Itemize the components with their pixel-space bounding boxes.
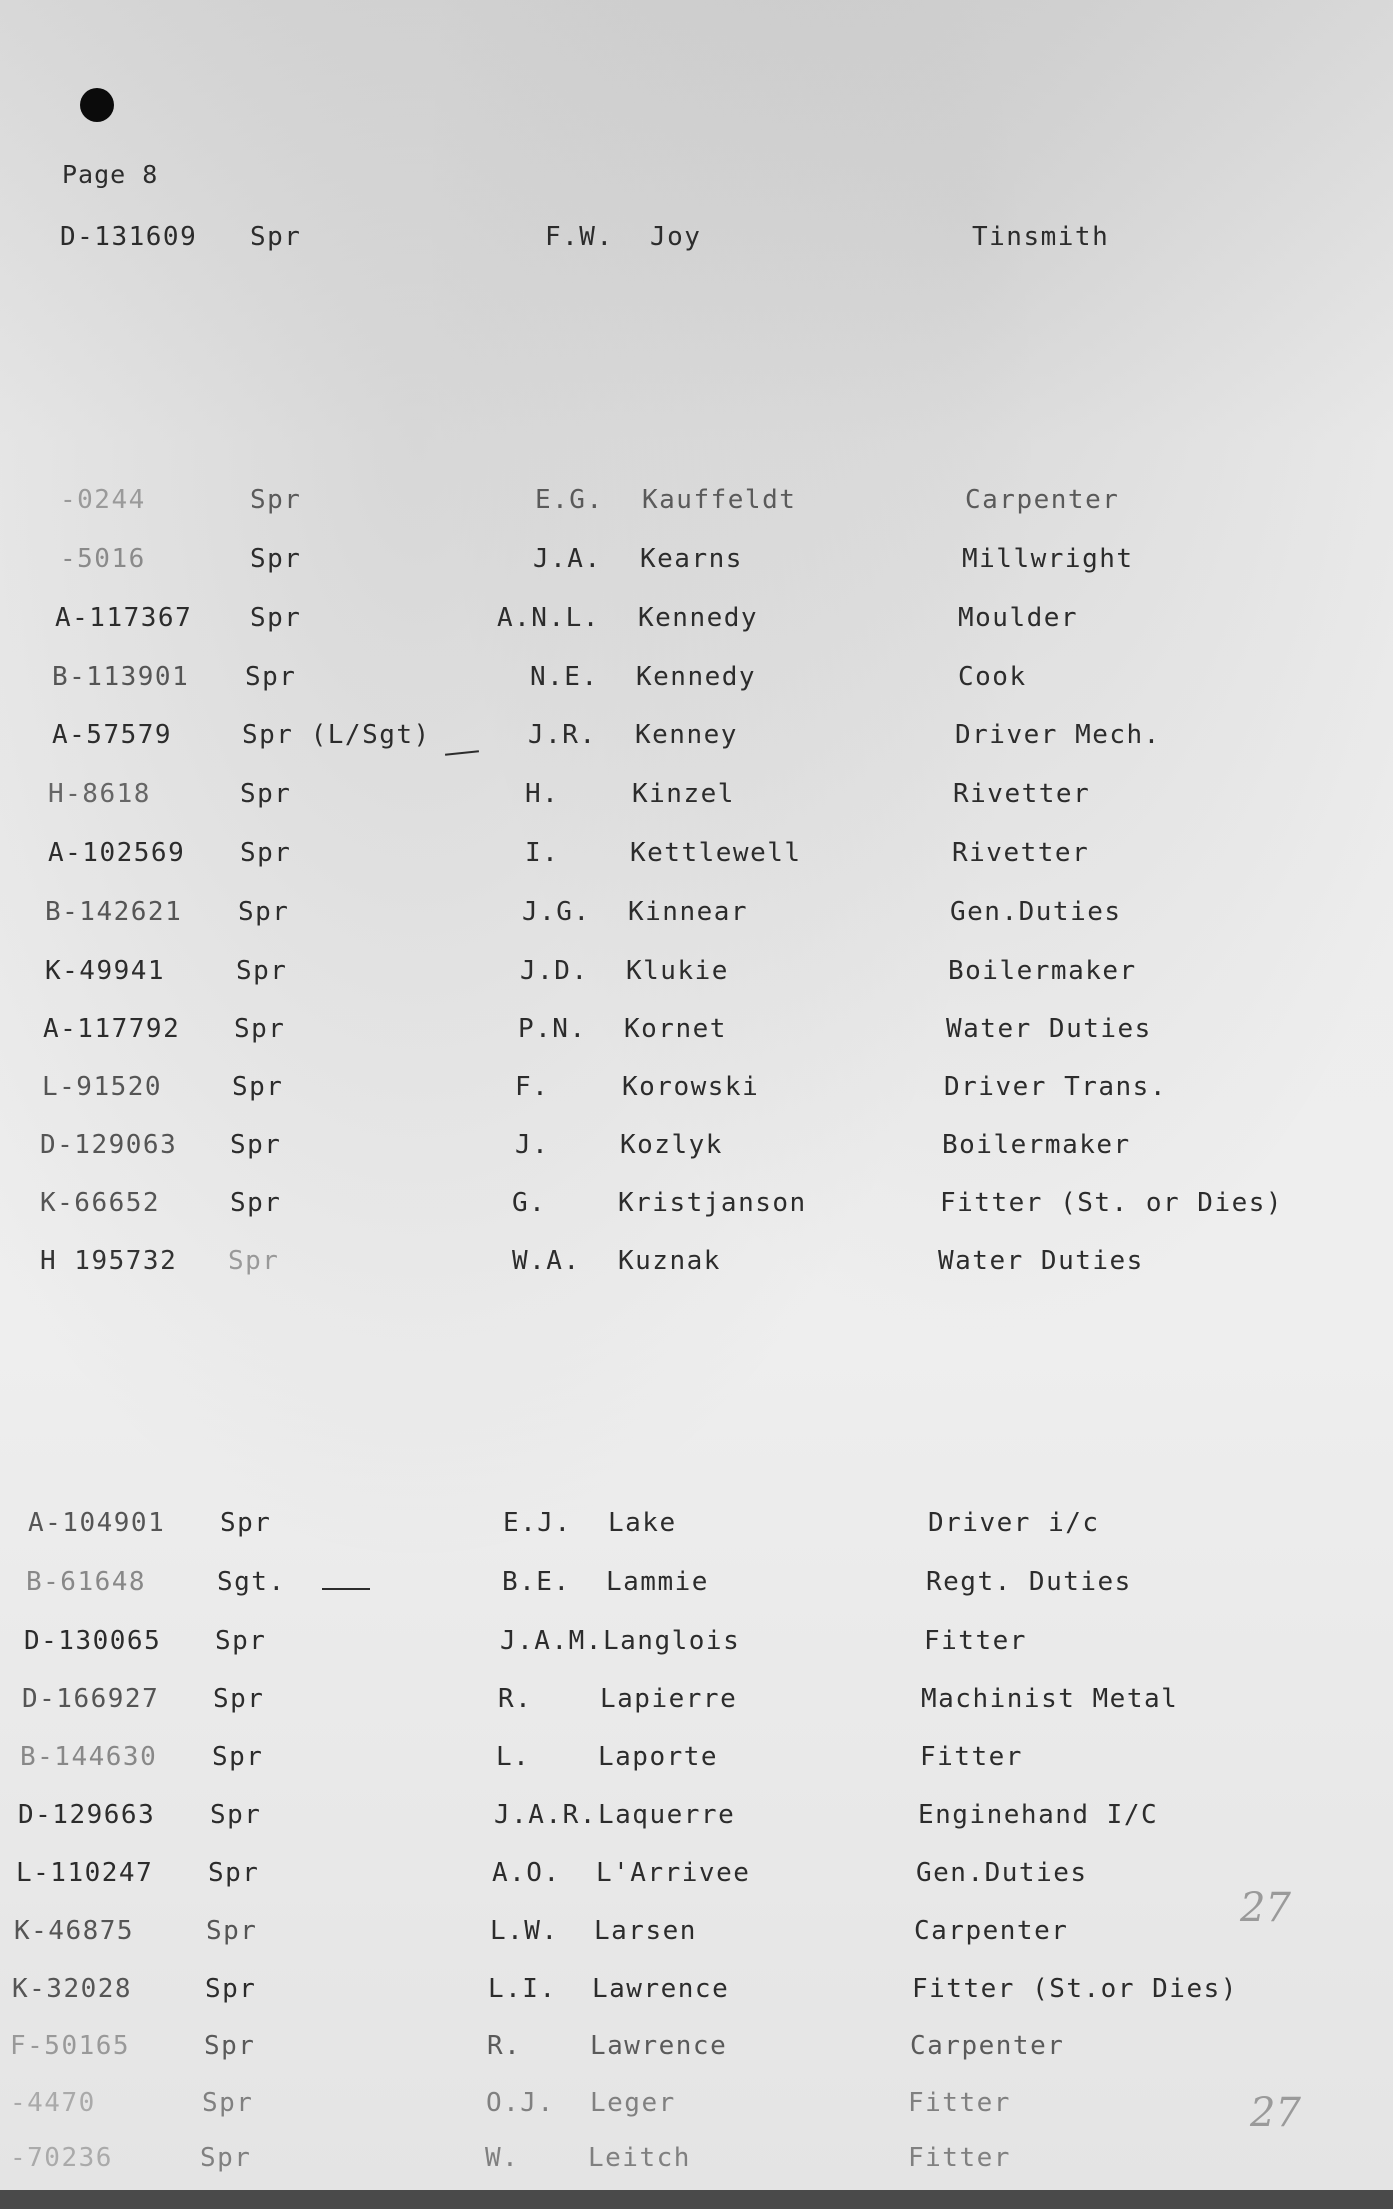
roster-entry xyxy=(0,1974,1393,2024)
trade: Fitter xyxy=(908,2143,1011,2173)
initials: W. xyxy=(485,2143,520,2173)
trade: Fitter xyxy=(908,2088,1011,2118)
initials: A.N.L. xyxy=(497,603,600,633)
surname: Lapierre xyxy=(600,1684,738,1714)
surname: Lake xyxy=(608,1508,677,1538)
service-number: A-117792 xyxy=(43,1014,181,1044)
roster-entry xyxy=(0,1508,1393,1558)
rank: Spr xyxy=(205,1974,257,2004)
trade: Machinist Metal xyxy=(921,1684,1179,1714)
rank: Spr xyxy=(210,1800,262,1830)
trade: Tinsmith xyxy=(972,222,1110,252)
service-number: A-57579 xyxy=(52,720,173,750)
initials: L.I. xyxy=(488,1974,557,2004)
surname: Leger xyxy=(590,2088,676,2118)
roster-entry xyxy=(0,1188,1393,1238)
service-number: -4470 xyxy=(10,2088,96,2118)
rank: Spr xyxy=(250,485,302,515)
initials: J.A.R. xyxy=(494,1800,597,1830)
initials: R. xyxy=(498,1684,533,1714)
service-number: D-130065 xyxy=(24,1626,162,1656)
trade: Water Duties xyxy=(938,1246,1144,1276)
service-number: B-113901 xyxy=(52,662,190,692)
rank: Spr xyxy=(213,1684,265,1714)
initials: P.N. xyxy=(518,1014,587,1044)
rank: Spr xyxy=(200,2143,252,2173)
roster-entry xyxy=(0,1130,1393,1180)
pencil-annotation: 27 xyxy=(1240,1885,1291,1931)
rank: Spr xyxy=(202,2088,254,2118)
trade: Rivetter xyxy=(952,838,1090,868)
surname: Joy xyxy=(650,222,702,252)
initials: E.J. xyxy=(503,1508,572,1538)
rank: Spr xyxy=(236,956,288,986)
surname: Leitch xyxy=(588,2143,691,2173)
trade: Fitter xyxy=(920,1742,1023,1772)
trade: Water Duties xyxy=(946,1014,1152,1044)
rank: Spr xyxy=(250,603,302,633)
roster-entry xyxy=(0,1567,1393,1617)
trade: Gen.Duties xyxy=(950,897,1122,927)
rank: Spr xyxy=(240,838,292,868)
initials: E.G. xyxy=(535,485,604,515)
service-number: H 195732 xyxy=(40,1246,178,1276)
surname: Kearns xyxy=(640,544,743,574)
trade: Carpenter xyxy=(914,1916,1069,1946)
roster-entry xyxy=(0,2143,1393,2193)
rank: Spr xyxy=(238,897,290,927)
trade: Enginehand I/C xyxy=(918,1800,1159,1830)
surname: Kozlyk xyxy=(620,1130,723,1160)
initials: W.A. xyxy=(512,1246,581,1276)
roster-entry xyxy=(0,1626,1393,1676)
surname: Kuznak xyxy=(618,1246,721,1276)
service-number: K-32028 xyxy=(12,1974,133,2004)
service-number: H-8618 xyxy=(48,779,151,809)
trade: Moulder xyxy=(958,603,1079,633)
trade: Driver i/c xyxy=(928,1508,1100,1538)
initials: A.O. xyxy=(492,1858,561,1888)
surname: Lawrence xyxy=(592,1974,730,2004)
service-number: B-61648 xyxy=(26,1567,147,1597)
service-number: -0244 xyxy=(60,485,146,515)
initials: J.A. xyxy=(533,544,602,574)
service-number: A-117367 xyxy=(55,603,193,633)
roster-entry xyxy=(0,720,1393,770)
initials: L. xyxy=(496,1742,531,1772)
service-number: F-50165 xyxy=(10,2031,131,2061)
surname: Kennedy xyxy=(636,662,757,692)
rank: Sgt. xyxy=(217,1567,286,1597)
service-number: D-129063 xyxy=(40,1130,178,1160)
trade: Boilermaker xyxy=(948,956,1137,986)
rank: Spr xyxy=(220,1508,272,1538)
surname: Kenney xyxy=(635,720,738,750)
surname: Kauffeldt xyxy=(642,485,797,515)
roster-entry xyxy=(0,603,1393,653)
initials: N.E. xyxy=(530,662,599,692)
initials: J.D. xyxy=(520,956,589,986)
trade: Carpenter xyxy=(910,2031,1065,2061)
roster-entry xyxy=(0,1684,1393,1734)
service-number: A-104901 xyxy=(28,1508,166,1538)
roster-entry xyxy=(0,838,1393,888)
check-mark xyxy=(322,1588,370,1590)
initials: F.W. xyxy=(545,222,614,252)
trade: Millwright xyxy=(962,544,1134,574)
rank: Spr xyxy=(208,1858,260,1888)
roster-entry xyxy=(0,222,1393,272)
service-number: D-131609 xyxy=(60,222,198,252)
pencil-annotation: 27 xyxy=(1250,2090,1301,2136)
rank: Spr xyxy=(232,1072,284,1102)
roster-entry xyxy=(0,897,1393,947)
surname: Kinzel xyxy=(632,779,735,809)
roster-entry xyxy=(0,1858,1393,1908)
service-number: K-49941 xyxy=(45,956,166,986)
roster-entry xyxy=(0,779,1393,829)
rank: Spr xyxy=(230,1130,282,1160)
roster-entry xyxy=(0,544,1393,594)
service-number: A-102569 xyxy=(48,838,186,868)
initials: B.E. xyxy=(502,1567,571,1597)
surname: Lawrence xyxy=(590,2031,728,2061)
initials: J.R. xyxy=(528,720,597,750)
rank: Spr xyxy=(234,1014,286,1044)
roster-entry xyxy=(0,485,1393,535)
trade: Cook xyxy=(958,662,1027,692)
surname: L'Arrivee xyxy=(596,1858,751,1888)
service-number: L-91520 xyxy=(42,1072,163,1102)
rank: Spr xyxy=(250,544,302,574)
roster-entry xyxy=(0,1072,1393,1122)
initials: G. xyxy=(512,1188,547,1218)
trade: Regt. Duties xyxy=(926,1567,1132,1597)
initials: J.A.M. xyxy=(500,1626,603,1656)
surname: Kettlewell xyxy=(630,838,802,868)
trade: Fitter (St.or Dies) xyxy=(912,1974,1238,2004)
surname: Laquerre xyxy=(598,1800,736,1830)
initials: R. xyxy=(487,2031,522,2061)
initials: J. xyxy=(515,1130,550,1160)
trade: Fitter (St. or Dies) xyxy=(940,1188,1284,1218)
trade: Driver Mech. xyxy=(955,720,1161,750)
rank: Spr (L/Sgt) xyxy=(242,720,431,750)
initials: J.G. xyxy=(522,897,591,927)
roster-entry xyxy=(0,662,1393,712)
rank: Spr xyxy=(212,1742,264,1772)
service-number: K-46875 xyxy=(14,1916,135,1946)
initials: H. xyxy=(525,779,560,809)
service-number: L-110247 xyxy=(16,1858,154,1888)
surname: Kornet xyxy=(624,1014,727,1044)
service-number: B-142621 xyxy=(45,897,183,927)
initials: F. xyxy=(515,1072,550,1102)
rank: Spr xyxy=(240,779,292,809)
surname: Kinnear xyxy=(628,897,749,927)
roster-entry xyxy=(0,1742,1393,1792)
surname: Langlois xyxy=(603,1626,741,1656)
trade: Rivetter xyxy=(953,779,1091,809)
rank: Spr xyxy=(215,1626,267,1656)
surname: Korowski xyxy=(622,1072,760,1102)
roster-entry xyxy=(0,2088,1393,2138)
surname: Kennedy xyxy=(638,603,759,633)
rank: Spr xyxy=(228,1246,280,1276)
roster-entry xyxy=(0,2031,1393,2081)
roster-entry xyxy=(0,1800,1393,1850)
initials: L.W. xyxy=(490,1916,559,1946)
service-number: D-166927 xyxy=(22,1684,160,1714)
roster-entry xyxy=(0,1246,1393,1296)
rank: Spr xyxy=(250,222,302,252)
service-number: -70236 xyxy=(10,2143,113,2173)
service-number: D-129663 xyxy=(18,1800,156,1830)
rank: Spr xyxy=(230,1188,282,1218)
rank: Spr xyxy=(245,662,297,692)
trade: Fitter xyxy=(924,1626,1027,1656)
trade: Driver Trans. xyxy=(944,1072,1167,1102)
initials: O.J. xyxy=(486,2088,555,2118)
service-number: K-66652 xyxy=(40,1188,161,1218)
service-number: B-144630 xyxy=(20,1742,158,1772)
roster-entry xyxy=(0,956,1393,1006)
surname: Kristjanson xyxy=(618,1188,807,1218)
rank: Spr xyxy=(204,2031,256,2061)
surname: Lammie xyxy=(606,1567,709,1597)
roster-entry xyxy=(0,1014,1393,1064)
page-number-label: Page 8 xyxy=(62,160,159,189)
surname: Klukie xyxy=(626,956,729,986)
service-number: -5016 xyxy=(60,544,146,574)
rank: Spr xyxy=(206,1916,258,1946)
roster-entry xyxy=(0,1916,1393,1966)
surname: Larsen xyxy=(594,1916,697,1946)
trade: Carpenter xyxy=(965,485,1120,515)
punch-hole xyxy=(80,88,114,122)
scan-bottom-edge xyxy=(0,2190,1393,2209)
trade: Gen.Duties xyxy=(916,1858,1088,1888)
trade: Boilermaker xyxy=(942,1130,1131,1160)
surname: Laporte xyxy=(598,1742,719,1772)
initials: I. xyxy=(525,838,560,868)
